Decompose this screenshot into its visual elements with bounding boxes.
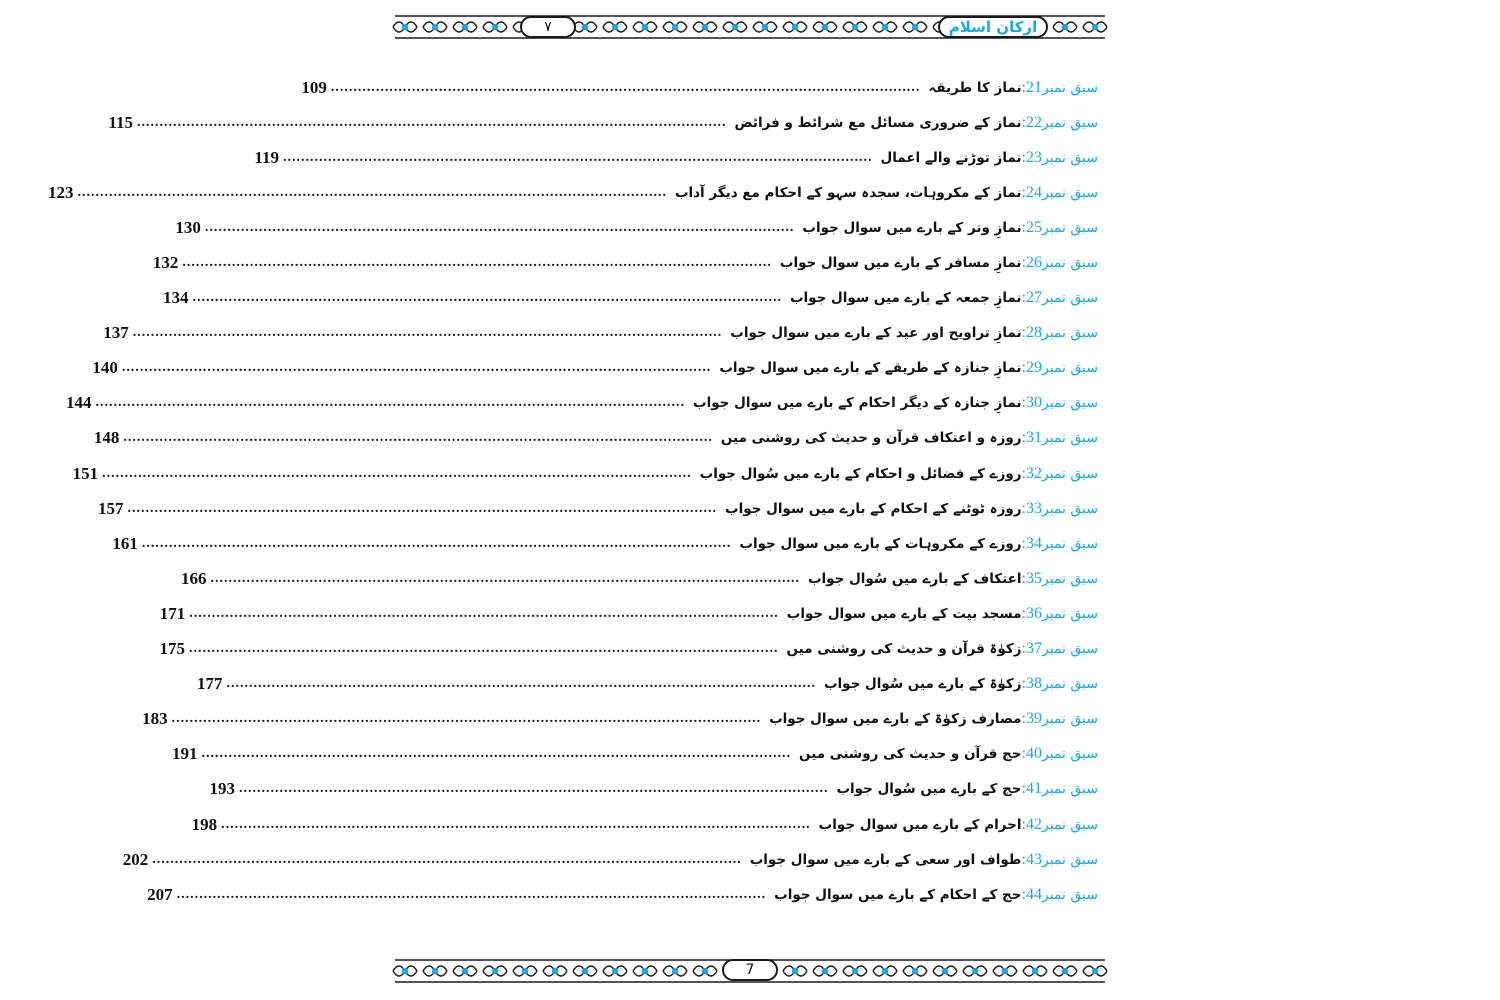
lesson-colon: : (1021, 815, 1026, 833)
ornament-motif (663, 966, 687, 976)
lesson-title: زکوٰۃ کے بارے میں سُوال جواب (823, 676, 1022, 693)
lesson-title: روزہ ٹوٹنے کے احکام کے بارے میں سوال جواب (725, 500, 1022, 517)
toc-row (47, 175, 1098, 210)
lesson-colon: : (1021, 218, 1026, 236)
dot-leader: ................................................................................................................................... (152, 851, 742, 867)
lesson-page-number: 115 (108, 112, 133, 132)
lesson-page-number: 148 (93, 428, 120, 448)
lesson-number: 32 (1025, 464, 1042, 482)
lesson-number: 41 (1025, 780, 1042, 798)
lesson-colon: : (1021, 745, 1026, 763)
lesson-page-number: 140 (92, 358, 118, 378)
lesson-number: 35 (1025, 569, 1042, 587)
ornament-motif (1053, 966, 1077, 976)
lesson-number: 22 (1025, 113, 1042, 131)
lesson-title: نمازِ مسافر کے بارے میں سوال جواب (779, 255, 1022, 272)
ornament-motif (843, 22, 867, 32)
lesson-title: مسجد بیت کے بارے میں سوال جواب (786, 605, 1022, 622)
lesson-page-number: 137 (103, 323, 129, 343)
dot-leader: ................................................................................................................................... (95, 395, 686, 411)
ornament-motif (573, 22, 597, 32)
dot-leader: ................................................................................................................................... (204, 219, 795, 235)
lesson-number: 37 (1025, 640, 1042, 658)
lesson-colon: : (1021, 183, 1026, 201)
toc-row (209, 772, 1098, 807)
lesson-label: سبق نمبر (1041, 360, 1098, 377)
ornament-motif (963, 966, 987, 976)
lesson-number: 39 (1025, 710, 1042, 728)
lesson-number: 26 (1025, 254, 1042, 272)
lesson-label: سبق نمبر (1041, 465, 1098, 482)
dot-leader: ................................................................................................................................... (189, 605, 779, 621)
toc-row (66, 386, 1098, 421)
lesson-title: مصارف زکوٰۃ کے بارے میں سوال جواب (769, 711, 1022, 728)
dot-leader: ................................................................................................................................... (141, 535, 732, 551)
lesson-title: حج کے بارے میں سُوال جواب (836, 781, 1022, 798)
lesson-title: طواف اور سعی کے بارے میں سوال جواب (749, 851, 1022, 868)
dot-leader: ................................................................................................................................... (176, 886, 767, 902)
ornament-motif (423, 966, 447, 976)
lesson-colon: : (1021, 359, 1026, 377)
lesson-number: 30 (1025, 394, 1042, 412)
toc-row (147, 877, 1098, 912)
lesson-title: روزے کے فضائل و احکام کے بارے میں سُوال جواب (699, 465, 1022, 482)
lesson-number: 43 (1025, 850, 1042, 868)
lesson-page-number: 130 (175, 217, 201, 237)
lesson-page-number: 157 (98, 498, 124, 518)
lesson-number: 36 (1025, 604, 1042, 622)
ornament-motif (573, 966, 597, 976)
lesson-page-number: 207 (147, 884, 173, 904)
lesson-title: اعتکاف کے بارے میں سُوال جواب (807, 570, 1022, 587)
lesson-page-number: 177 (196, 674, 223, 694)
lesson-colon: : (1021, 675, 1026, 693)
toc-row (175, 210, 1098, 245)
dot-leader: ................................................................................................................................... (132, 325, 723, 341)
toc-row (196, 667, 1098, 702)
lesson-colon: : (1021, 710, 1026, 728)
lesson-title: نماز کا طریقہ (928, 79, 1022, 96)
ornament-motif (603, 22, 627, 32)
lesson-colon: : (1021, 148, 1026, 166)
dot-leader: ................................................................................................................................... (238, 781, 829, 797)
lesson-number: 34 (1025, 534, 1042, 552)
lesson-number: 28 (1025, 324, 1042, 342)
lesson-page-number: 151 (72, 463, 99, 483)
lesson-page-number: 123 (47, 182, 74, 202)
lesson-label: سبق نمبر (1041, 851, 1098, 868)
lesson-title: نماز توڑنے والے اعمال (880, 149, 1022, 166)
toc-row (98, 491, 1098, 526)
toc-row (72, 456, 1098, 491)
lesson-number: 29 (1025, 359, 1042, 377)
lesson-label: سبق نمبر (1041, 500, 1098, 517)
dot-leader: ................................................................................................................................... (282, 149, 873, 165)
lesson-colon: : (1021, 289, 1026, 307)
dot-leader: ................................................................................................................................... (123, 430, 713, 446)
toc-row (108, 105, 1098, 140)
lesson-colon: : (1021, 850, 1026, 868)
ornament-motif (393, 22, 417, 32)
lesson-label: سبق نمبر (1041, 676, 1098, 693)
lesson-number: 25 (1025, 218, 1042, 236)
lesson-number: 33 (1025, 499, 1042, 517)
footer-page-number: 7 (722, 959, 778, 981)
lesson-page-number: 193 (209, 779, 235, 799)
lesson-colon: : (1021, 464, 1026, 482)
dot-leader: ................................................................................................................................... (210, 570, 800, 586)
dot-leader: ................................................................................................................................... (201, 746, 792, 762)
lesson-title: روزہ و اعتکاف قرآن و حدیث کی روشنی میں (720, 430, 1022, 447)
lesson-label: سبق نمبر (1041, 255, 1098, 272)
ornament-motif (603, 966, 627, 976)
toc-row (301, 70, 1098, 105)
lesson-title: نماز کے مکروہات، سجدہ سہو کے احکام مع دیگر آداب (674, 184, 1022, 201)
ornament-motif (453, 22, 477, 32)
lesson-page-number: 161 (112, 533, 138, 553)
ornament-motif (393, 966, 417, 976)
toc-row (92, 351, 1098, 386)
ornament-motif (783, 22, 807, 32)
lesson-title: احرام کے بارے میں سوال جواب (818, 816, 1022, 833)
toc-row (180, 561, 1098, 596)
lesson-label: سبق نمبر (1041, 781, 1098, 798)
ornament-motif (483, 22, 507, 32)
lesson-colon: : (1021, 254, 1026, 272)
ornament-motif (933, 966, 957, 976)
lesson-number: 40 (1025, 745, 1042, 763)
lesson-page-number: 198 (191, 814, 218, 834)
toc-row (93, 421, 1098, 456)
ornament-motif (903, 22, 927, 32)
lesson-number: 24 (1025, 183, 1042, 201)
toc-row (112, 526, 1098, 561)
lesson-title: نمازِ جنازہ کے دیگر احکام کے بارے میں سوال جواب (693, 395, 1022, 412)
lesson-colon: : (1021, 640, 1026, 658)
toc-row (159, 632, 1098, 667)
ornament-motif (693, 22, 717, 32)
lesson-title: حج قرآن و حدیث کی روشنی میں (799, 746, 1022, 763)
lesson-label: سبق نمبر (1041, 886, 1098, 903)
ornament-motif (1083, 966, 1107, 976)
lesson-label: سبق نمبر (1041, 325, 1098, 342)
dot-leader: ................................................................................................................................... (226, 676, 816, 692)
toc-row (254, 140, 1098, 175)
toc-row (159, 596, 1098, 631)
ornament-motif (843, 966, 867, 976)
ornament-motif (693, 966, 717, 976)
lesson-title: نماز کے ضروری مسائل مع شرائط و فرائض (734, 114, 1022, 131)
lesson-colon: : (1021, 569, 1026, 587)
ornament-motif (453, 966, 477, 976)
lesson-label: سبق نمبر (1041, 290, 1098, 307)
lesson-title: نمازِ وتر کے بارے میں سوال جواب (802, 219, 1022, 236)
dot-leader: ................................................................................................................................... (136, 114, 727, 130)
lesson-number: 23 (1025, 148, 1042, 166)
ornament-motif (1083, 22, 1107, 32)
lesson-page-number: 166 (180, 568, 207, 588)
dot-leader: ................................................................................................................................... (330, 79, 921, 95)
ornament-motif (993, 966, 1017, 976)
toc-row (191, 807, 1098, 842)
lesson-label: سبق نمبر (1041, 711, 1098, 728)
lesson-label: سبق نمبر (1041, 535, 1098, 552)
lesson-label: سبق نمبر (1041, 816, 1098, 833)
lesson-colon: : (1021, 604, 1026, 622)
lesson-page-number: 202 (122, 849, 149, 869)
dot-leader: ................................................................................................................................... (192, 290, 782, 306)
dot-leader: ................................................................................................................................... (127, 500, 718, 516)
ornament-motif (543, 966, 567, 976)
lesson-page-number: 119 (254, 147, 279, 167)
lesson-label: سبق نمبر (1041, 219, 1098, 236)
table-of-contents (47, 70, 1098, 912)
lesson-title: حج کے احکام کے بارے میں سوال جواب (774, 886, 1022, 903)
dot-leader: ................................................................................................................................... (121, 360, 712, 376)
ornament-motif (513, 966, 537, 976)
lesson-label: سبق نمبر (1041, 184, 1098, 201)
dot-leader: ................................................................................................................................... (189, 641, 779, 657)
toc-row (162, 281, 1098, 316)
dot-leader: ................................................................................................................................... (171, 711, 762, 727)
lesson-colon: : (1021, 780, 1026, 798)
lesson-colon: : (1021, 534, 1026, 552)
lesson-number: 44 (1025, 885, 1042, 903)
lesson-colon: : (1021, 324, 1026, 342)
lesson-page-number: 183 (142, 709, 168, 729)
lesson-label: سبق نمبر (1041, 395, 1098, 412)
ornament-motif (633, 22, 657, 32)
lesson-page-number: 134 (162, 288, 189, 308)
header-page-number: ۷ (520, 16, 576, 38)
ornament-motif (873, 22, 897, 32)
lesson-colon: : (1021, 78, 1026, 96)
lesson-colon: : (1021, 429, 1026, 447)
lesson-colon: : (1021, 394, 1026, 412)
ornament-motif (423, 22, 447, 32)
toc-row (122, 842, 1098, 877)
dot-leader: ................................................................................................................................... (221, 816, 811, 832)
ornament-motif (753, 22, 777, 32)
header-book-title: ارکان اسلام (938, 16, 1048, 38)
lesson-label: سبق نمبر (1041, 570, 1098, 587)
lesson-title: روزے کے مکروہات کے بارے میں سوال جواب (739, 535, 1022, 552)
lesson-title: نمازِ جمعہ کے بارے میں سوال جواب (789, 290, 1022, 307)
ornament-motif (1053, 22, 1077, 32)
ornament-motif (873, 966, 897, 976)
lesson-page-number: 171 (159, 603, 186, 623)
lesson-page-number: 175 (159, 639, 186, 659)
lesson-page-number: 132 (152, 253, 179, 273)
ornament-motif (813, 966, 837, 976)
lesson-label: سبق نمبر (1041, 149, 1098, 166)
lesson-colon: : (1021, 113, 1026, 131)
ornament-motif (1023, 966, 1047, 976)
lesson-label: سبق نمبر (1041, 114, 1098, 131)
toc-row (103, 316, 1098, 351)
lesson-colon: : (1021, 499, 1026, 517)
dot-leader: ................................................................................................................................... (77, 184, 667, 200)
ornament-motif (663, 22, 687, 32)
lesson-label: سبق نمبر (1041, 641, 1098, 658)
lesson-number: 38 (1025, 675, 1042, 693)
lesson-page-number: 144 (66, 393, 92, 413)
lesson-label: سبق نمبر (1041, 430, 1098, 447)
ornament-motif (783, 966, 807, 976)
lesson-title: نمازِ تراویح اور عید کے بارے میں سوال جواب (730, 325, 1022, 342)
lesson-page-number: 109 (301, 77, 327, 97)
ornament-motif (483, 966, 507, 976)
lesson-number: 27 (1025, 289, 1042, 307)
lesson-label: سبق نمبر (1041, 79, 1098, 96)
lesson-page-number: 191 (172, 744, 198, 764)
lesson-number: 21 (1025, 78, 1042, 96)
lesson-number: 42 (1025, 815, 1042, 833)
ornament-motif (633, 966, 657, 976)
dot-leader: ................................................................................................................................... (182, 255, 772, 271)
ornament-motif (903, 966, 927, 976)
lesson-title: زکوٰۃ قرآن و حدیث کی روشنی میں (786, 641, 1022, 658)
toc-row (142, 702, 1098, 737)
ornament-motif (723, 22, 747, 32)
lesson-label: سبق نمبر (1041, 746, 1098, 763)
lesson-label: سبق نمبر (1041, 605, 1098, 622)
toc-row (152, 245, 1098, 280)
dot-leader: ................................................................................................................................... (102, 465, 692, 481)
lesson-title: نمازِ جنازہ کے طریقے کے بارے میں سوال جواب (719, 360, 1022, 377)
lesson-colon: : (1021, 885, 1026, 903)
ornament-motif (813, 22, 837, 32)
toc-row (172, 737, 1098, 772)
lesson-number: 31 (1025, 429, 1042, 447)
